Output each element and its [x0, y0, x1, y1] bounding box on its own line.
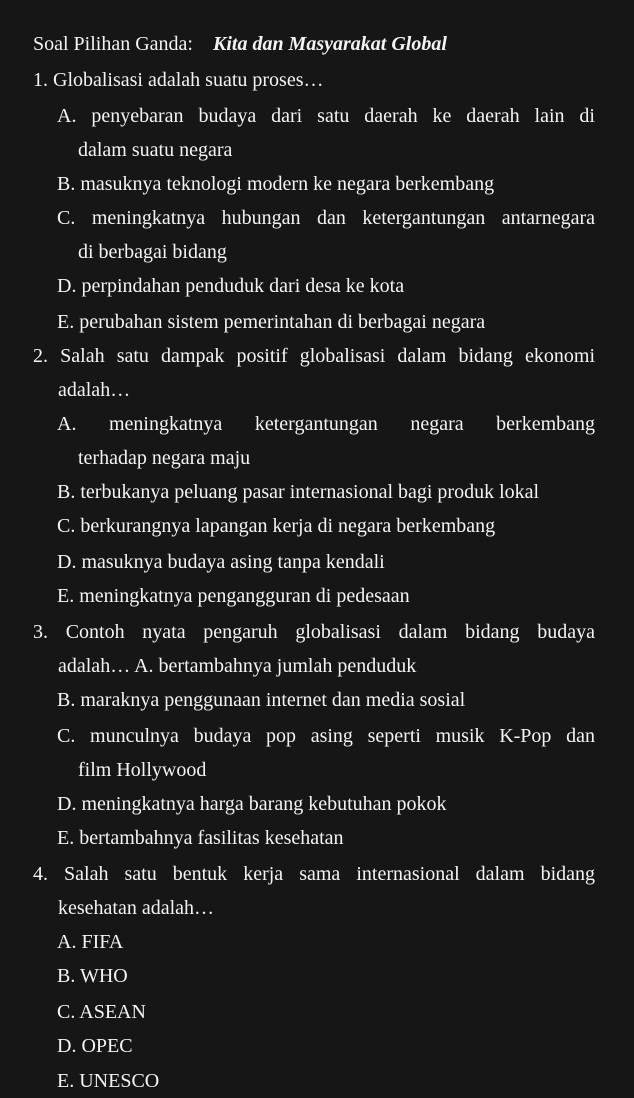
- question-line: [33, 857, 595, 891]
- option-line: [57, 99, 595, 133]
- option-letter: D.: [57, 551, 77, 573]
- option-line: [57, 201, 595, 235]
- option-text: munculnya budaya pop asing seperti musik K-Pop dan: [90, 725, 595, 747]
- option-letter: B.: [57, 173, 76, 195]
- option-text: FIFA: [81, 931, 124, 953]
- question-text: Salah satu dampak positif globalisasi dalam bidang ekonomi: [60, 345, 595, 367]
- q3-option-d[interactable]: [57, 787, 595, 821]
- q1-option-a[interactable]: [57, 99, 595, 167]
- q3-option-e[interactable]: [57, 821, 595, 855]
- option-text: bertambahnya fasilitas kesehatan: [79, 827, 344, 849]
- option-text-cont: di berbagai bidang: [78, 241, 227, 263]
- question-text-cont: adalah… A. bertambahnya jumlah penduduk: [58, 655, 417, 677]
- question-text-cont: adalah…: [58, 379, 131, 401]
- option-text: meningkatnya pengangguran di pedesaan: [79, 585, 410, 607]
- option-text: penyebaran budaya dari satu daerah ke daerah lain di: [91, 105, 595, 127]
- q2-option-d[interactable]: [57, 545, 595, 579]
- option-text: meningkatnya hubungan dan ketergantungan antarnegara: [91, 207, 595, 229]
- q3-option-c[interactable]: [57, 719, 595, 787]
- question-text: Globalisasi adalah suatu proses…: [53, 69, 324, 91]
- option-letter: E.: [57, 827, 75, 849]
- question-text: Contoh nyata pengaruh globalisasi dalam bidang budaya: [65, 621, 595, 643]
- q4-option-a[interactable]: [57, 925, 595, 959]
- q2-option-c[interactable]: [57, 509, 595, 543]
- option-letter: C.: [57, 1001, 76, 1023]
- q2-option-a[interactable]: [57, 407, 595, 475]
- question-4: [33, 857, 595, 925]
- option-letter: D.: [57, 1035, 77, 1057]
- q4-option-e[interactable]: [57, 1064, 595, 1098]
- option-text: perpindahan penduduk dari desa ke kota: [81, 275, 405, 297]
- option-letter: A.: [57, 105, 77, 127]
- option-text-cont: film Hollywood: [78, 759, 207, 781]
- q1-option-c[interactable]: [57, 201, 595, 269]
- quiz-header: [33, 27, 447, 61]
- header-title: Kita dan Masyarakat Global: [212, 33, 447, 55]
- question-number: 2.: [33, 345, 48, 367]
- option-line: [57, 407, 595, 441]
- question-line: [33, 339, 595, 373]
- option-letter: C.: [57, 207, 76, 229]
- question-2: [33, 339, 595, 407]
- question-text-cont: kesehatan adalah…: [58, 897, 215, 919]
- option-text-cont: terhadap negara maju: [78, 447, 251, 469]
- option-text: perubahan sistem pemerintahan di berbagai negara: [79, 311, 486, 333]
- option-letter: B.: [57, 965, 76, 987]
- q4-option-c[interactable]: [57, 995, 595, 1029]
- q1-option-b[interactable]: [57, 167, 595, 201]
- q2-option-e[interactable]: [57, 579, 595, 613]
- option-letter: D.: [57, 793, 77, 815]
- q1-option-d[interactable]: [57, 269, 595, 303]
- option-text: maraknya penggunaan internet dan media sosial: [80, 689, 466, 711]
- q3-option-b[interactable]: [57, 683, 595, 717]
- option-text: terbukanya peluang pasar internasional bagi produk lokal: [80, 481, 540, 503]
- option-letter: C.: [57, 515, 76, 537]
- question-line: [33, 615, 595, 649]
- option-line: [57, 719, 595, 753]
- option-letter: C.: [57, 725, 76, 747]
- question-number: 4.: [33, 863, 48, 885]
- option-letter: E.: [57, 585, 75, 607]
- question-text: Salah satu bentuk kerja sama internasional dalam bidang: [64, 863, 595, 885]
- option-text: meningkatnya harga barang kebutuhan pokok: [81, 793, 447, 815]
- option-letter: E.: [57, 311, 75, 333]
- option-text: ASEAN: [79, 1001, 146, 1023]
- header-label: Soal Pilihan Ganda:: [33, 33, 193, 55]
- option-letter: A.: [57, 931, 77, 953]
- option-letter: B.: [57, 689, 76, 711]
- option-text-cont: dalam suatu negara: [78, 139, 233, 161]
- option-text: meningkatnya ketergantungan negara berkembang: [109, 413, 595, 435]
- q4-option-b[interactable]: [57, 959, 595, 993]
- q2-option-b[interactable]: [57, 475, 595, 509]
- option-text: berkurangnya lapangan kerja di negara berkembang: [80, 515, 496, 537]
- option-letter: E.: [57, 1070, 75, 1092]
- option-text: WHO: [79, 965, 128, 987]
- question-number: 1.: [33, 69, 48, 91]
- option-text: masuknya budaya asing tanpa kendali: [81, 551, 385, 573]
- option-text: masuknya teknologi modern ke negara berkembang: [80, 173, 495, 195]
- question-3: [33, 615, 595, 683]
- option-text: UNESCO: [79, 1070, 160, 1092]
- q1-option-e[interactable]: [57, 305, 595, 339]
- question-number: 3.: [33, 621, 48, 643]
- option-letter: A.: [57, 413, 77, 435]
- question-1: [33, 63, 595, 97]
- option-letter: D.: [57, 275, 77, 297]
- q4-option-d[interactable]: [57, 1029, 595, 1063]
- option-text: OPEC: [81, 1035, 133, 1057]
- option-letter: B.: [57, 481, 76, 503]
